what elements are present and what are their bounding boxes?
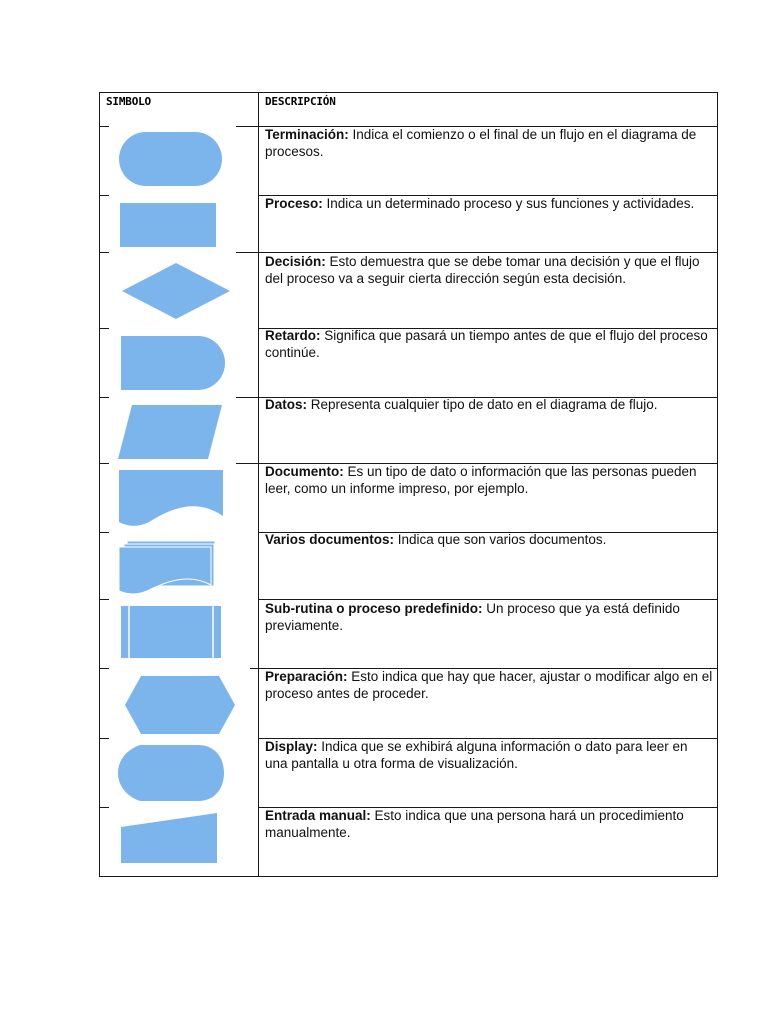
row-term: Entrada manual: (265, 808, 371, 823)
multi-document-shape-icon (119, 541, 219, 597)
flowchart-symbols-table (99, 92, 718, 877)
row-text: Esto indica que una persona hará un procedimiento manualmente. (265, 808, 684, 840)
row-description-datos (265, 396, 713, 413)
row-text: Es un tipo de dato o información que las personas pueden leer, como un informe impreso, por ejemplo. (265, 464, 697, 496)
row-description-display (265, 738, 713, 772)
row-description-terminacion (265, 126, 713, 160)
row-divider-tick (100, 532, 109, 533)
delay-shape-icon (121, 336, 225, 390)
row-divider-tick (100, 463, 109, 464)
header-symbol: SIMBOLO (106, 95, 151, 108)
row-term: Sub-rutina o proceso predefinido: (265, 601, 483, 616)
decision-shape-icon (122, 263, 230, 319)
row-term: Varios documentos: (265, 532, 395, 547)
row-divider-tick (100, 599, 109, 600)
row-text: Representa cualquier tipo de dato en el diagrama de flujo. (307, 397, 658, 412)
row-description-documento (265, 463, 713, 497)
row-term: Retardo: (265, 328, 321, 343)
header-description: DESCRIPCIÓN (265, 95, 336, 108)
preparation-shape-icon (125, 676, 235, 734)
row-description-retardo (265, 327, 713, 361)
row-description-varios-documentos (265, 531, 713, 548)
row-term: Datos: (265, 397, 308, 412)
row-divider-tick (100, 126, 109, 127)
row-divider-tick (100, 668, 109, 669)
row-text: Indica que son varios documentos. (394, 532, 607, 547)
row-text: Un proceso que ya está definido previamente. (265, 601, 680, 633)
row-description-decision (265, 253, 713, 287)
row-term: Documento: (265, 464, 344, 479)
row-description-proceso (265, 195, 713, 212)
row-description-sub-rutina (265, 600, 713, 634)
row-description-entrada-manual (265, 807, 713, 841)
column-divider (258, 93, 259, 876)
row-divider-tick (100, 807, 109, 808)
row-divider-tick (236, 126, 258, 127)
row-divider-tick (100, 397, 109, 398)
row-text: Esto indica que hay que hacer, ajustar o modificar algo en el proceso antes de proceder. (265, 669, 713, 701)
manual-input-shape-icon (121, 813, 217, 863)
row-term: Display: (265, 739, 318, 754)
row-text: Significa que pasará un tiempo antes de que el flujo del proceso continúe. (265, 328, 708, 360)
terminator-shape-icon (119, 132, 223, 186)
row-description-preparacion (265, 668, 713, 702)
row-term: Preparación: (265, 669, 348, 684)
row-divider-tick (236, 397, 258, 398)
row-text: Indica que se exhibirá alguna información o dato para leer en una pantalla u otra forma de visualización. (265, 739, 688, 771)
row-divider-tick (100, 738, 109, 739)
row-divider-tick (236, 252, 258, 253)
row-divider-tick (250, 668, 258, 669)
display-shape-icon (118, 745, 224, 801)
row-text: Esto demuestra que se debe tomar una decisión y que el flujo del proceso va a seguir cierta dirección según esta decisión. (265, 254, 700, 286)
process-shape-icon (120, 203, 216, 247)
row-text: Indica un determinado proceso y sus funciones y actividades. (322, 196, 695, 211)
row-term: Terminación: (265, 127, 349, 142)
row-divider-tick (100, 195, 109, 196)
row-term: Decisión: (265, 254, 326, 269)
document-shape-icon (119, 470, 223, 526)
row-divider-tick (100, 252, 109, 253)
row-divider-tick (236, 463, 258, 464)
row-term: Proceso: (265, 196, 323, 211)
row-text: Indica el comienzo o el final de un flujo en el diagrama de procesos. (265, 127, 697, 159)
data-shape-icon (118, 405, 222, 459)
row-divider-tick (100, 328, 109, 329)
subroutine-shape-icon (121, 606, 221, 658)
